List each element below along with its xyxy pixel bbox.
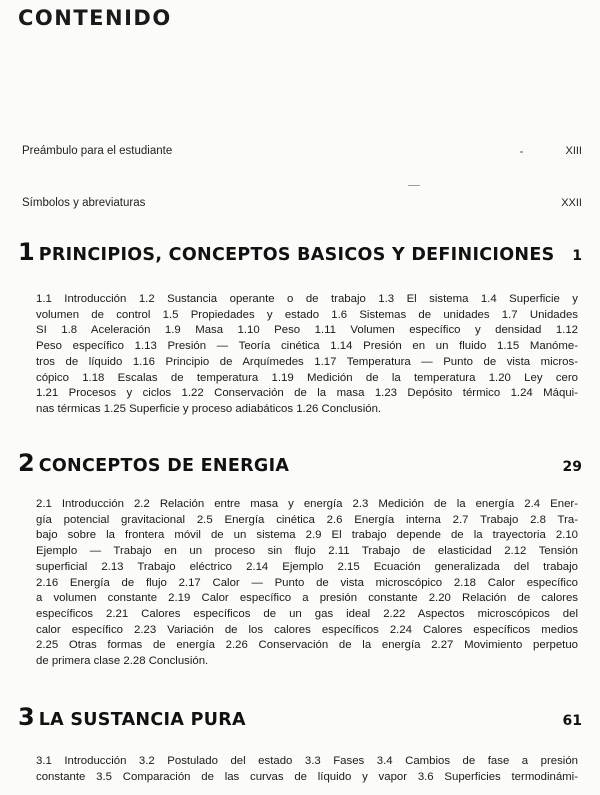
section-line: gía potencial gravitacional 2.5 Energía cinética 2.6 Energía interna 2.7 Trabajo 2.8 Tra-: [36, 513, 578, 526]
chapter-number: 1: [18, 238, 35, 266]
toc-entry-page: XIII: [565, 145, 582, 157]
chapter-1-sections: [36, 292, 578, 418]
page-title: CONTENIDO: [18, 6, 172, 30]
toc-entry-label: Preámbulo para el estudiante: [22, 145, 173, 157]
section-line: tros de líquido 1.16 Principio de Arquímedes 1.17 Temperatura — Punto de vista micros-: [36, 355, 578, 368]
section-line: SI 1.8 Aceleración 1.9 Masa 1.10 Peso 1.11 Volumen específico y densidad 1.12: [36, 324, 578, 337]
chapter-number: 3: [18, 703, 35, 731]
section-line: volumen de control 1.5 Propiedades y estado 1.6 Sistemas de unidades 1.7 Unidades: [36, 308, 578, 321]
section-line: Ejemplo — Trabajo en un proceso sin flujo 2.11 Trabajo de elasticidad 2.12 Tensión: [36, 545, 578, 558]
section-line: calor específico 2.23 Variación de los calores específicos 2.24 Calores específicos medios: [36, 623, 578, 636]
chapter-2-sections: [36, 497, 578, 670]
chapter-3-heading[interactable]: [18, 703, 582, 731]
section-line: bajo sobre la frontera móvil de un sistema 2.9 El trabajo depende de la trayectoria 2.10: [36, 529, 578, 542]
toc-entry-page: XXII: [561, 197, 582, 209]
section-line: 2.1 Introducción 2.2 Relación entre masa y energía 2.3 Medición de la energía 2.4 Ener-: [36, 498, 578, 510]
chapter-title: LA SUSTANCIA PURA: [38, 710, 246, 730]
section-line: 1.1 Introducción 1.2 Sustancia operante o de trabajo 1.3 El sistema 1.4 Superficie y: [36, 293, 578, 305]
toc-entry-label: Símbolos y abreviaturas: [22, 197, 146, 209]
chapter-title-group: [18, 238, 555, 266]
section-line: 1.21 Procesos y ciclos 1.22 Conservación de la masa 1.23 Depósito térmico 1.24 Máqui-: [36, 387, 578, 400]
chapter-1-heading[interactable]: [18, 238, 582, 266]
chapter-title-group: [18, 449, 289, 477]
scan-speck: [408, 185, 420, 186]
chapter-page: 29: [562, 459, 582, 475]
chapter-title: CONCEPTOS DE ENERGIA: [38, 456, 290, 476]
toc-entry-simbolos[interactable]: [22, 197, 582, 209]
section-line: superficial 2.13 Trabajo eléctrico 2.14 Ejemplo 2.15 Ecuación generalizada del trabajo: [36, 560, 578, 573]
scan-speck: [520, 151, 523, 153]
chapter-title: PRINCIPIOS, CONCEPTOS BASICOS Y DEFINICIONES: [38, 245, 555, 265]
section-line: cópico 1.18 Escalas de temperatura 1.19 Medición de la temperatura 1.20 Ley cero: [36, 371, 578, 384]
chapter-3-sections: [36, 754, 578, 785]
section-line: constante 3.5 Comparación de las curvas de líquido y vapor 3.6 Superficies termodinámi-: [36, 770, 578, 783]
section-line: específicos 2.21 Calores específicos de un gas ideal 2.22 Aspectos microscópicos del: [36, 607, 578, 620]
section-line: nas térmicas 1.25 Superficie y proceso adiabáticos 1.26 Conclusión.: [36, 402, 382, 415]
section-line: de primera clase 2.28 Conclusión.: [36, 655, 209, 668]
chapter-page: 61: [562, 713, 582, 729]
chapter-2-heading[interactable]: [18, 449, 582, 477]
chapter-page: 1: [572, 248, 582, 264]
chapter-number: 2: [18, 449, 35, 477]
section-line: 2.25 Otras formas de energía 2.26 Conservación de la energía 2.27 Movimiento perpetuo: [36, 639, 578, 652]
section-line: a volumen constante 2.19 Calor específico a presión constante 2.20 Relación de calores: [36, 592, 578, 605]
section-line: Peso específico 1.13 Presión — Teoría cinética 1.14 Presión en un fluido 1.15 Manóme-: [36, 340, 578, 353]
toc-entry-preambulo[interactable]: [22, 145, 582, 157]
section-line: 2.16 Energía de flujo 2.17 Calor — Punto de vista microscópico 2.18 Calor específico: [36, 576, 578, 589]
chapter-title-group: [18, 703, 246, 731]
section-line: 3.1 Introducción 3.2 Postulado del estado 3.3 Fases 3.4 Cambios de fase a presión: [36, 755, 578, 767]
